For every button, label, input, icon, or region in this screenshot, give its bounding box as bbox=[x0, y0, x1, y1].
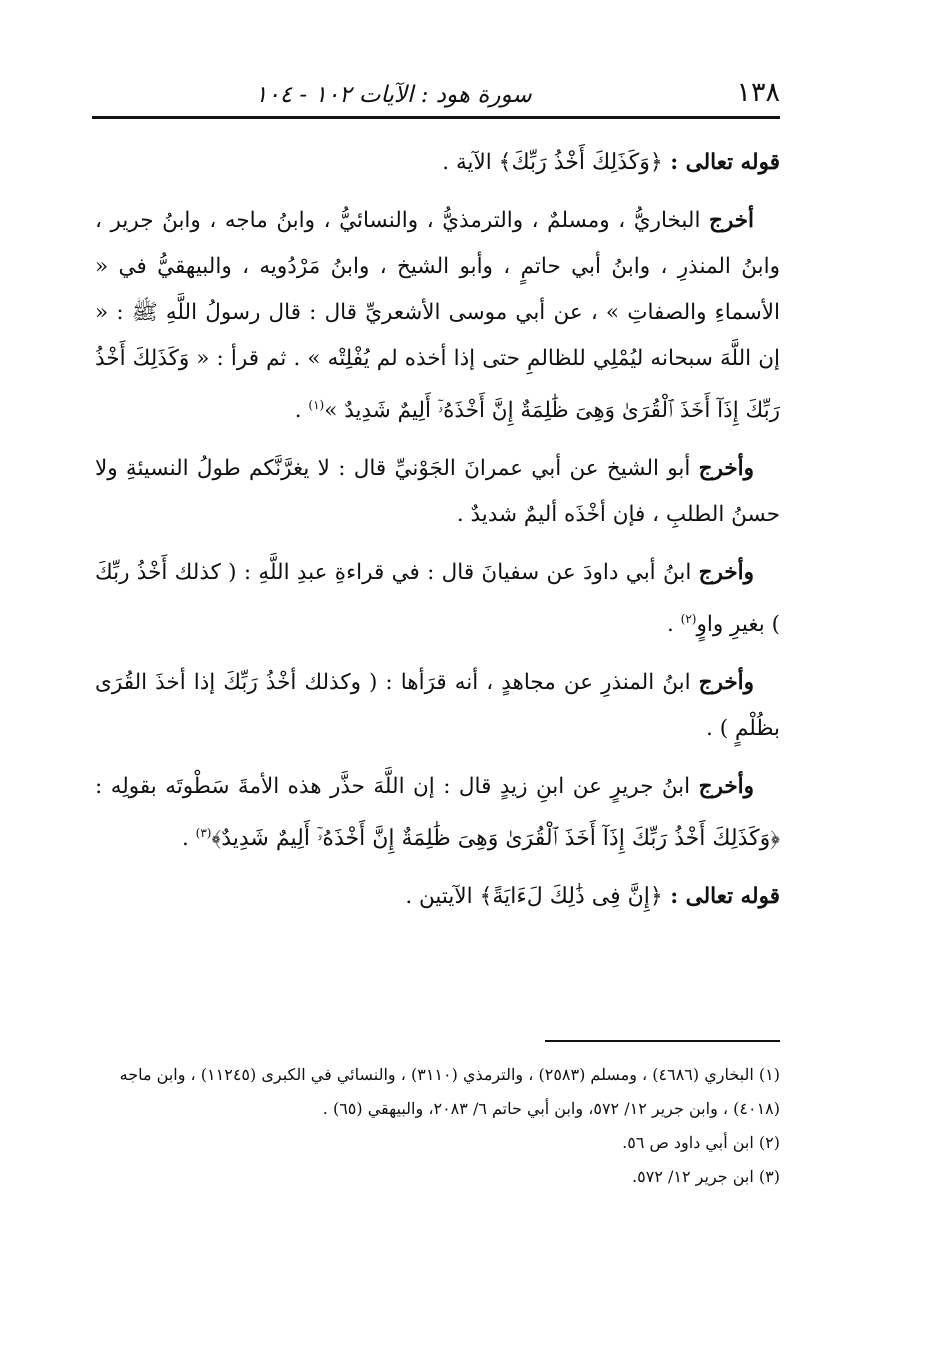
paragraph-text: الآيتين . bbox=[405, 884, 480, 910]
paragraph bbox=[95, 198, 780, 434]
paragraph bbox=[95, 140, 780, 186]
footnote-marker: (٢) bbox=[680, 612, 697, 627]
paragraph-text: أبو الشيخ عن أبي عمرانَ الجَوْنيِّ قال : لا يغرَّنَّكم طولُ النسيئةِ ولا حسنُ الطلبِ ، فإن أخْذَه أليمٌ شديدٌ . bbox=[95, 456, 780, 528]
footnotes bbox=[95, 1058, 780, 1194]
lead-word: وأخرج bbox=[698, 560, 754, 586]
lead-word: وأخرج bbox=[698, 774, 754, 800]
lead-word: وأخرج bbox=[698, 456, 754, 482]
page-header bbox=[95, 58, 780, 108]
paragraph-text: ابنُ أبي داودَ عن سفيانَ قال : في قراءةِ عبدِ اللَّهِ : ( كذلك أَخْذُ ربِّكَ ) بغيرِ واوٍ bbox=[95, 560, 780, 638]
quran-verse: ﴿وَكَذَلِكَ أَخْذُ رَبِّكَ﴾ bbox=[498, 150, 663, 175]
footnote-marker: (١) bbox=[308, 398, 325, 412]
paragraph bbox=[95, 446, 780, 538]
paragraph-end: . bbox=[294, 398, 309, 424]
footnote: (٢) ابن أبي داود ص ٥٦. bbox=[622, 1133, 780, 1152]
paragraph-end: . bbox=[666, 612, 681, 638]
paragraph bbox=[95, 874, 780, 920]
paragraph bbox=[95, 550, 780, 648]
footnote: (١) البخاري (٤٦٨٦) ، ومسلم (٢٥٨٣) ، والترمذي (٣١١٠) ، والنسائي في الكبرى (١١٢٤٥) ، وابن ماجه (٤٠١٨) ، وابن جرير ١٢/ ٥٧٢، وابن أبي حاتم ٦/ ٢٠٨٣، والبيهقي (٦٥) . bbox=[119, 1065, 780, 1118]
lead-word: وأخرج bbox=[698, 670, 754, 696]
paragraph-text: الآية . bbox=[442, 150, 499, 175]
running-title: سورة هود : الآيات ١٠٢ - ١٠٤ bbox=[255, 82, 532, 108]
paragraph-text: ابنُ المنذرِ عن مجاهدٍ ، أنه قرَأها : ( وكذلك أخْذُ رَبِّكَ إذا أخذَ القُرَى بظُلْمٍ ) . bbox=[95, 670, 780, 742]
paragraph-end: . bbox=[181, 826, 196, 852]
lead-word: أخرج bbox=[708, 208, 754, 233]
quran-verse: ﴿إِنَّ فِى ذَٰلِكَ لَءَايَةً﴾ bbox=[479, 884, 663, 910]
lead-phrase: قوله تعالى : bbox=[662, 150, 780, 175]
lead-phrase: قوله تعالى : bbox=[662, 884, 780, 910]
footnote-marker: (٣) bbox=[195, 826, 212, 841]
quran-verse: ﴿وَكَذَلِكَ أَخْذُ رَبِّكَ إِذَآ أَخَذَ ٱلْقُرَىٰ وَهِىَ ظَٰلِمَةٌ إِنَّ أَخْذَهُۥٓ أَلِيمٌ شَدِيدٌ﴾ bbox=[211, 826, 780, 852]
paragraph-text: ابنُ جريرٍ عن ابنِ زيدٍ قال : إن اللَّهَ حذَّر هذه الأمةَ سَطْوتَه بقولِه : bbox=[95, 774, 699, 800]
footnote: (٣) ابن جرير ١٢/ ٥٧٢. bbox=[632, 1167, 780, 1186]
paragraph bbox=[95, 764, 780, 862]
paragraph bbox=[95, 660, 780, 752]
footnote-rule bbox=[545, 1040, 780, 1042]
main-text bbox=[95, 140, 780, 932]
paragraph-text: البخاريُّ ، ومسلمٌ ، والترمذيُّ ، والنسائيُّ ، وابنُ ماجه ، وابنُ جرير ، وابنُ المنذرِ ، وابنُ أبي حاتمٍ ، وأبو الشيخ ، وابنُ مَرْدُويه ، والبيهقيُّ في « الأسماءِ والصفاتِ » ، عن أبي موسى الأشعريِّ قال : قال رسولُ اللَّهِ ﷺ : « إن اللَّهَ سبحانه ليُمْلِي للظالمِ حتى إذا أخذه لم يُفْلِتْه » . ثم قرأ : « وَكَذَلِكَ أَخْذُ رَبِّكَ إِذَآ أَخَذَ ٱلْقُرَىٰ وَهِىَ ظَٰلِمَةٌ إِنَّ أَخْذَهُۥٓ أَلِيمٌ شَدِيدٌ » bbox=[95, 208, 780, 424]
header-rule bbox=[92, 116, 780, 119]
page-number: ١٣٨ bbox=[736, 77, 780, 108]
